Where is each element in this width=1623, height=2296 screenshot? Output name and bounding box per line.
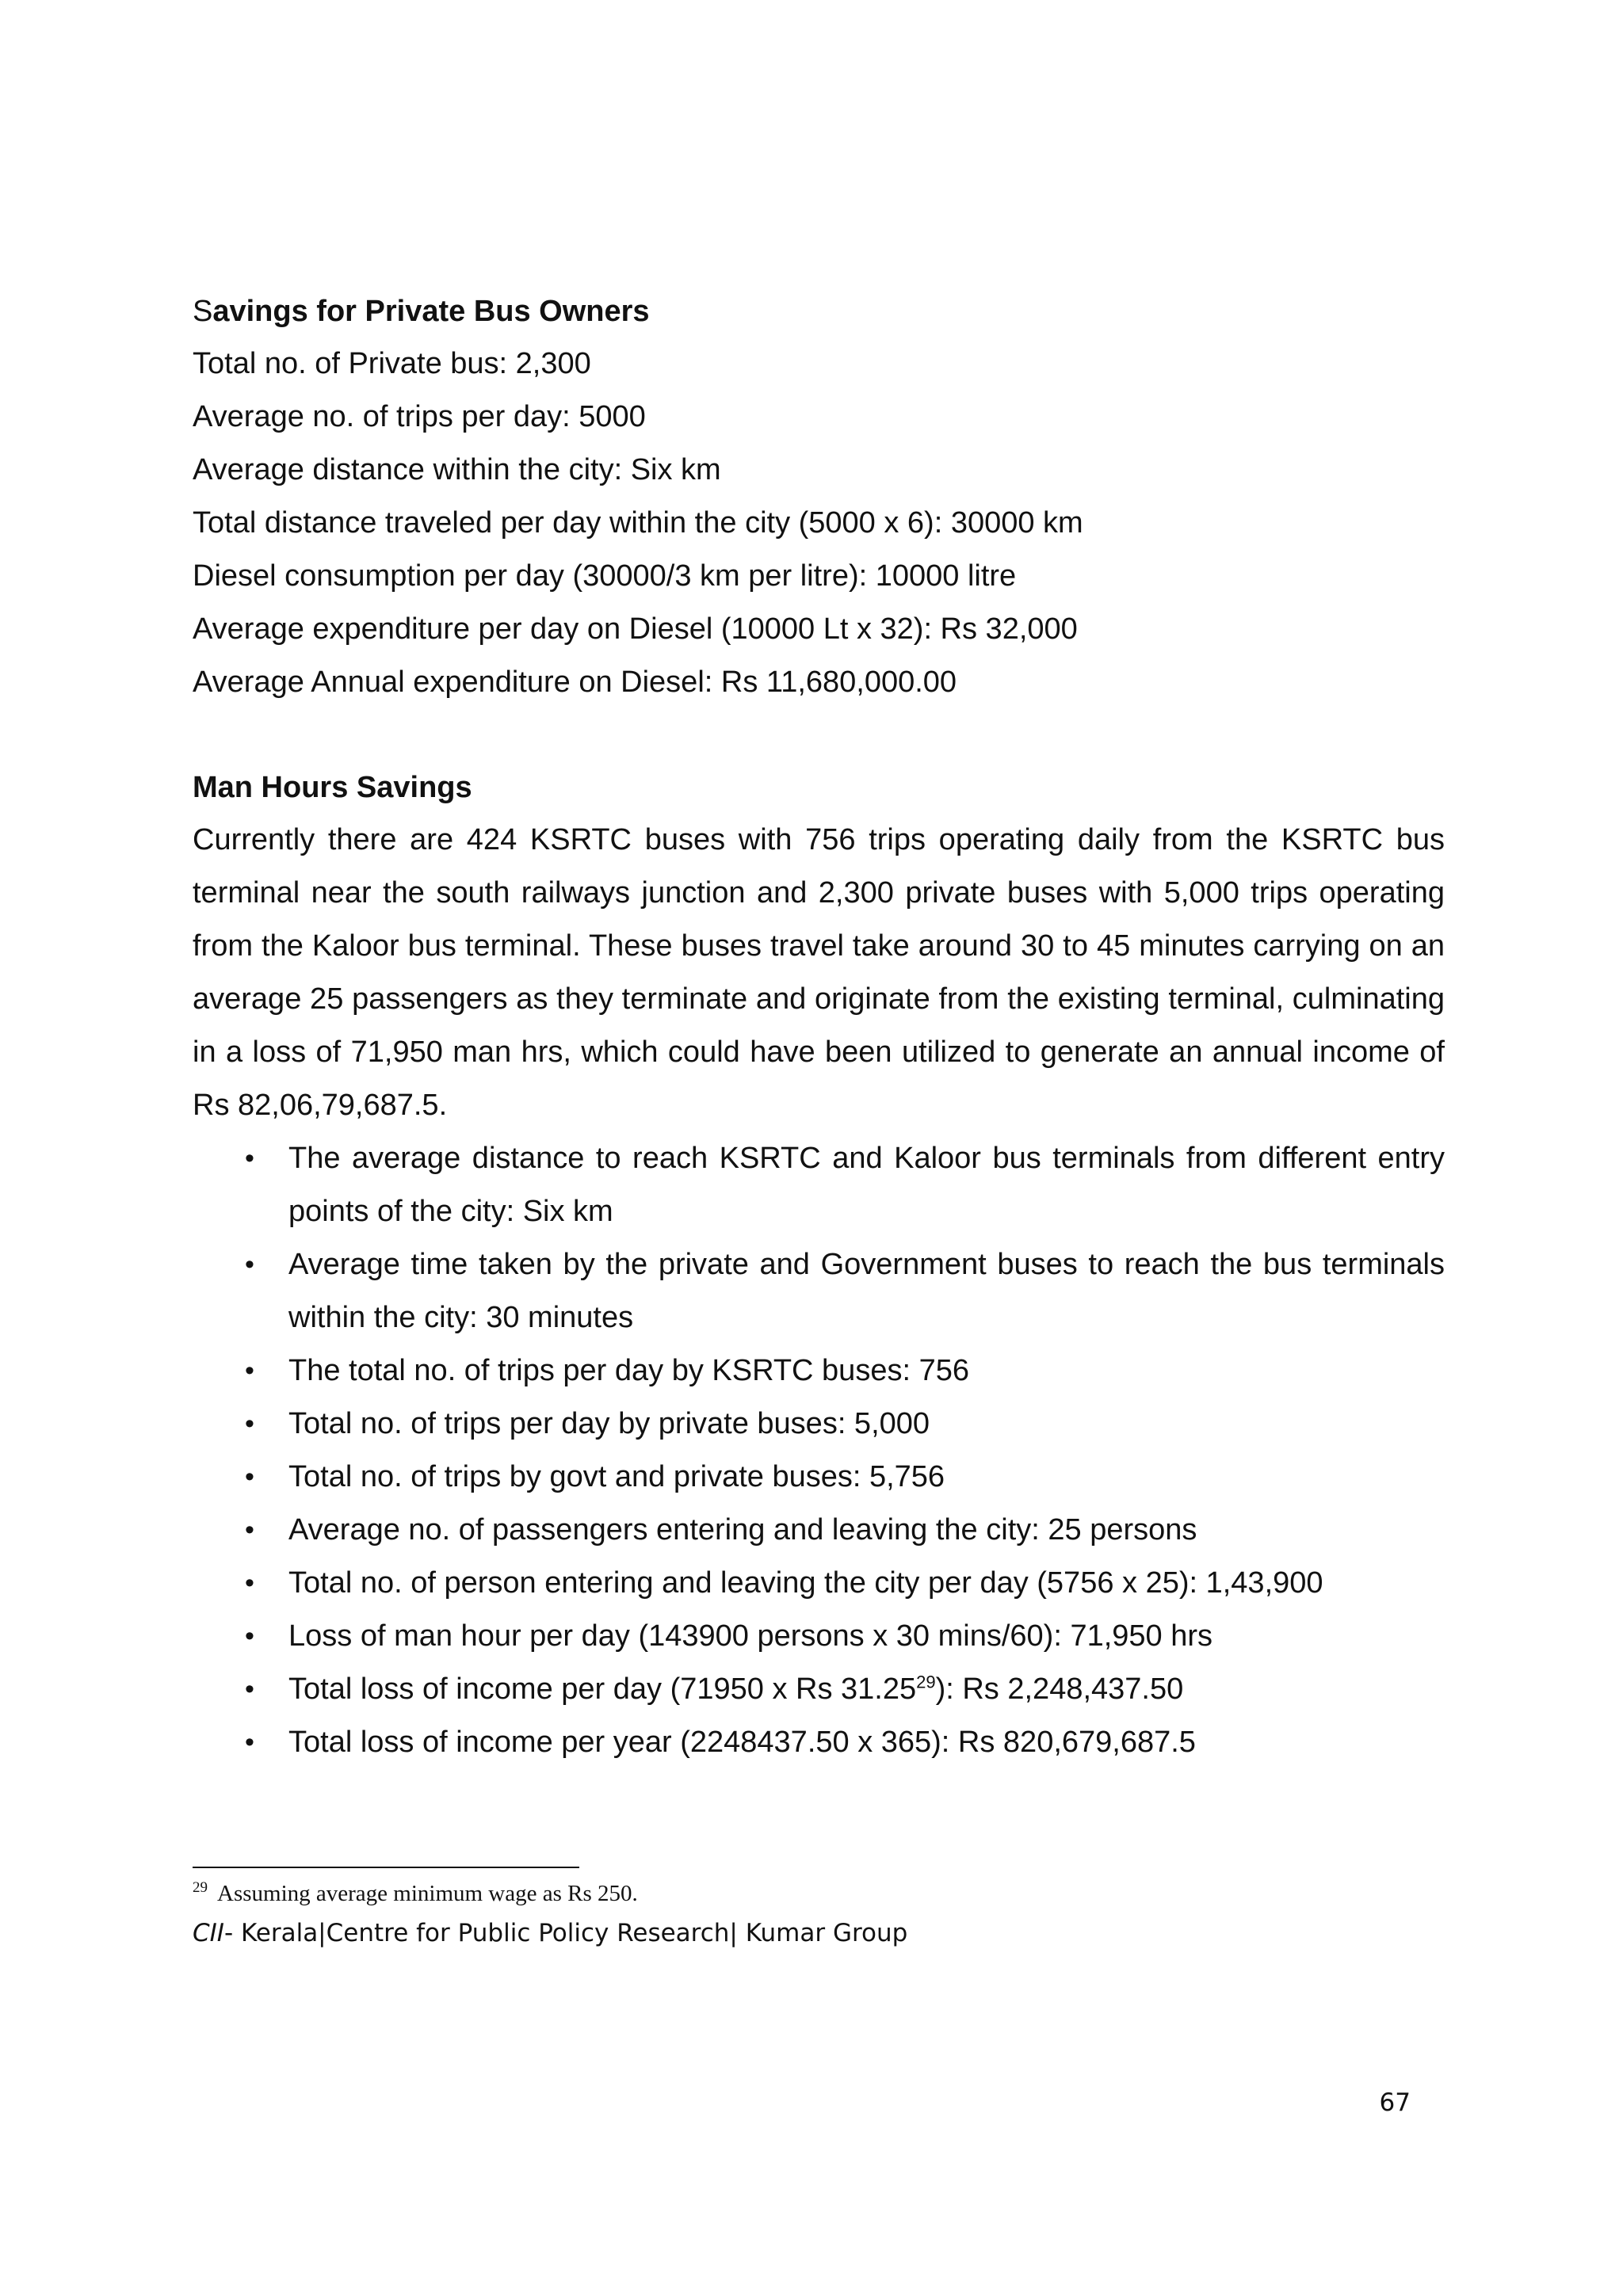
footer-org: CII xyxy=(193,1919,224,1947)
bullet-icon: • xyxy=(245,1621,254,1651)
list-item-text: Average time taken by the private and Government buses to reach the bus terminals within the city: 30 minutes xyxy=(288,1248,1445,1334)
footnote-text: Assuming average minimum wage as Rs 250. xyxy=(217,1881,638,1906)
list-item xyxy=(193,1398,1445,1451)
list-item-text: Average no. of passengers entering and leaving the city: 25 persons xyxy=(288,1513,1197,1547)
footnote-number: 29 xyxy=(193,1879,208,1897)
footnote-divider xyxy=(193,1867,579,1868)
stat-line-total-private-bus: Total no. of Private bus: 2,300 xyxy=(193,347,591,380)
page-content xyxy=(193,285,1445,1769)
list-item xyxy=(193,1610,1445,1663)
bullet-icon: • xyxy=(245,1143,254,1173)
heading-rest: avings for Private Bus Owners xyxy=(212,295,650,328)
stat-line-total-distance: Total distance traveled per day within the city (5000 x 6): 30000 km xyxy=(193,506,1083,540)
list-item-text: Total no. of person entering and leaving the city per day (5756 x 25): 1,43,900 xyxy=(288,1566,1323,1600)
heading-first-letter: S xyxy=(193,295,213,328)
stat-line-annual-diesel-expenditure: Average Annual expenditure on Diesel: Rs 11,680,000.00 xyxy=(193,666,957,699)
list-item xyxy=(193,1504,1445,1557)
bullet-icon: • xyxy=(245,1727,254,1757)
list-item xyxy=(193,1132,1445,1238)
bullet-icon: • xyxy=(245,1674,254,1704)
bullet-icon: • xyxy=(245,1462,254,1492)
list-item xyxy=(193,1716,1445,1769)
section-heading-private-bus-savings xyxy=(193,285,1445,338)
section-gap xyxy=(193,709,1445,761)
bullet-icon: • xyxy=(245,1356,254,1386)
bullet-icon: • xyxy=(245,1515,254,1545)
list-item-text: Loss of man hour per day (143900 persons x 30 mins/60): 71,950 hrs xyxy=(288,1619,1213,1653)
list-item-text: Total no. of trips per day by private buses: 5,000 xyxy=(288,1407,930,1440)
list-item-text xyxy=(288,1672,1183,1706)
list-item-text: Total no. of trips by govt and private buses: 5,756 xyxy=(288,1460,945,1493)
stat-line-daily-diesel-expenditure: Average expenditure per day on Diesel (10000 Lt x 32): Rs 32,000 xyxy=(193,612,1078,646)
income-day-text: Total loss of income per day (71950 x Rs 31.25 xyxy=(288,1672,917,1706)
income-day-value: ): Rs 2,248,437.50 xyxy=(935,1672,1184,1706)
page-footer xyxy=(193,1916,907,1951)
page-number: 67 xyxy=(1379,2088,1411,2117)
footnote-reference[interactable]: 29 xyxy=(916,1672,936,1692)
stat-line-average-trips: Average no. of trips per day: 5000 xyxy=(193,400,646,433)
section-heading-man-hours-savings: Man Hours Savings xyxy=(193,771,472,804)
list-item-text: Total loss of income per year (2248437.50 x 365): Rs 820,679,687.5 xyxy=(288,1726,1196,1759)
stat-line-diesel-consumption: Diesel consumption per day (30000/3 km per litre): 10000 litre xyxy=(193,559,1017,593)
list-item xyxy=(193,1344,1445,1398)
list-item xyxy=(193,1451,1445,1504)
footer-text: - Kerala|Centre for Public Policy Research| Kumar Group xyxy=(223,1919,908,1947)
footnote xyxy=(193,1878,638,1909)
body-paragraph: Currently there are 424 KSRTC buses with 756 trips operating daily from the KSRTC bus terminal near the south railways junction and 2,300 private buses with 5,000 trips operating from the Kaloor bus terminal. These buses travel take around 30 to 45 minutes carrying on an average 25 passengers as they terminate and originate from the existing terminal, culminating in a loss of 71,950 man hrs, which could have been utilized to generate an annual income of Rs 82,06,79,687.5. xyxy=(193,823,1445,1122)
bullet-icon: • xyxy=(245,1568,254,1598)
bullet-icon: • xyxy=(245,1409,254,1439)
list-item xyxy=(193,1663,1445,1716)
list-item-text: The total no. of trips per day by KSRTC buses: 756 xyxy=(288,1354,969,1387)
list-item xyxy=(193,1238,1445,1344)
stat-line-average-distance: Average distance within the city: Six km xyxy=(193,453,721,486)
list-item-text: The average distance to reach KSRTC and Kaloor bus terminals from different entry points of the city: Six km xyxy=(288,1142,1445,1228)
bullet-list xyxy=(193,1132,1445,1769)
bullet-icon: • xyxy=(245,1249,254,1280)
list-item xyxy=(193,1557,1445,1610)
